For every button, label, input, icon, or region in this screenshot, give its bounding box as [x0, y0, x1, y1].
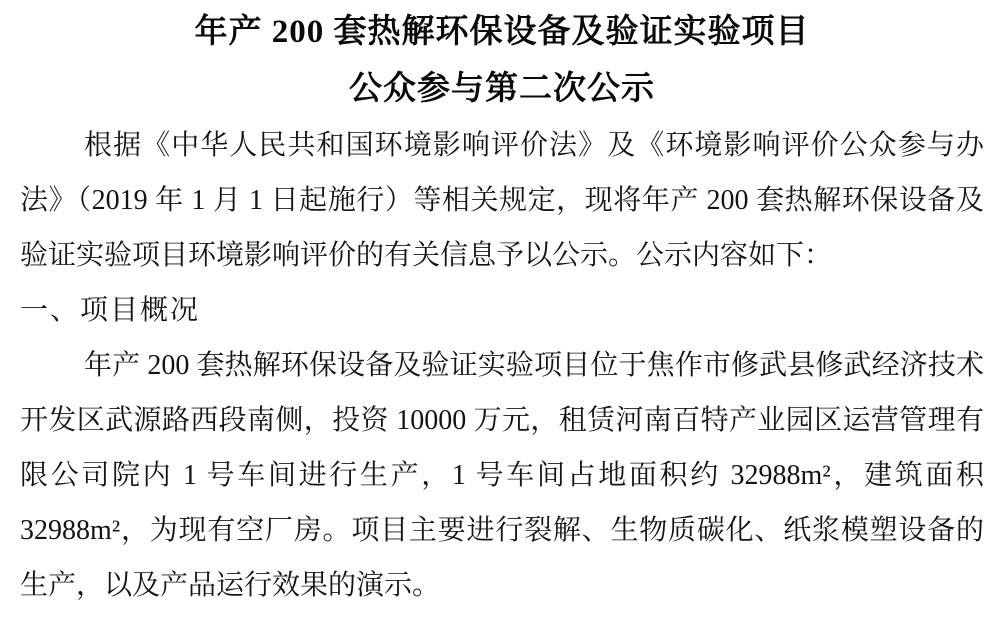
- document-title-line-1: 年产 200 套热解环保设备及验证实验项目: [194, 14, 810, 50]
- paragraph-project-overview: 年产 200 套热解环保设备及验证实验项目位于焦作市修武县修武经济技术开发区武源路西段南侧，投资 10000 万元，租赁河南百特产业园区运营管理有限公司院内 1 号车间进行生产，1 号车间占地面积约 32988m²，建筑面积 32988m²，为现有空厂房。项目主要进行裂解、生物质碳化、纸浆模塑设备的生产，以及产品运行效果的演示。: [20, 350, 984, 601]
- paragraph-legal-basis: 根据《中华人民共和国环境影响评价法》及《环境影响评价公众参与办法》（2019 年 1 月 1 日起施行）等相关规定，现将年产 200 套热解环保设备及验证实验项目环境影响评价的有关信息予以公示。公示内容如下：: [20, 130, 984, 271]
- section-heading-project-overview: 一、项目概况: [20, 295, 201, 326]
- document-title-line-2: 公众参与第二次公示: [349, 71, 655, 107]
- document-title: [20, 4, 984, 118]
